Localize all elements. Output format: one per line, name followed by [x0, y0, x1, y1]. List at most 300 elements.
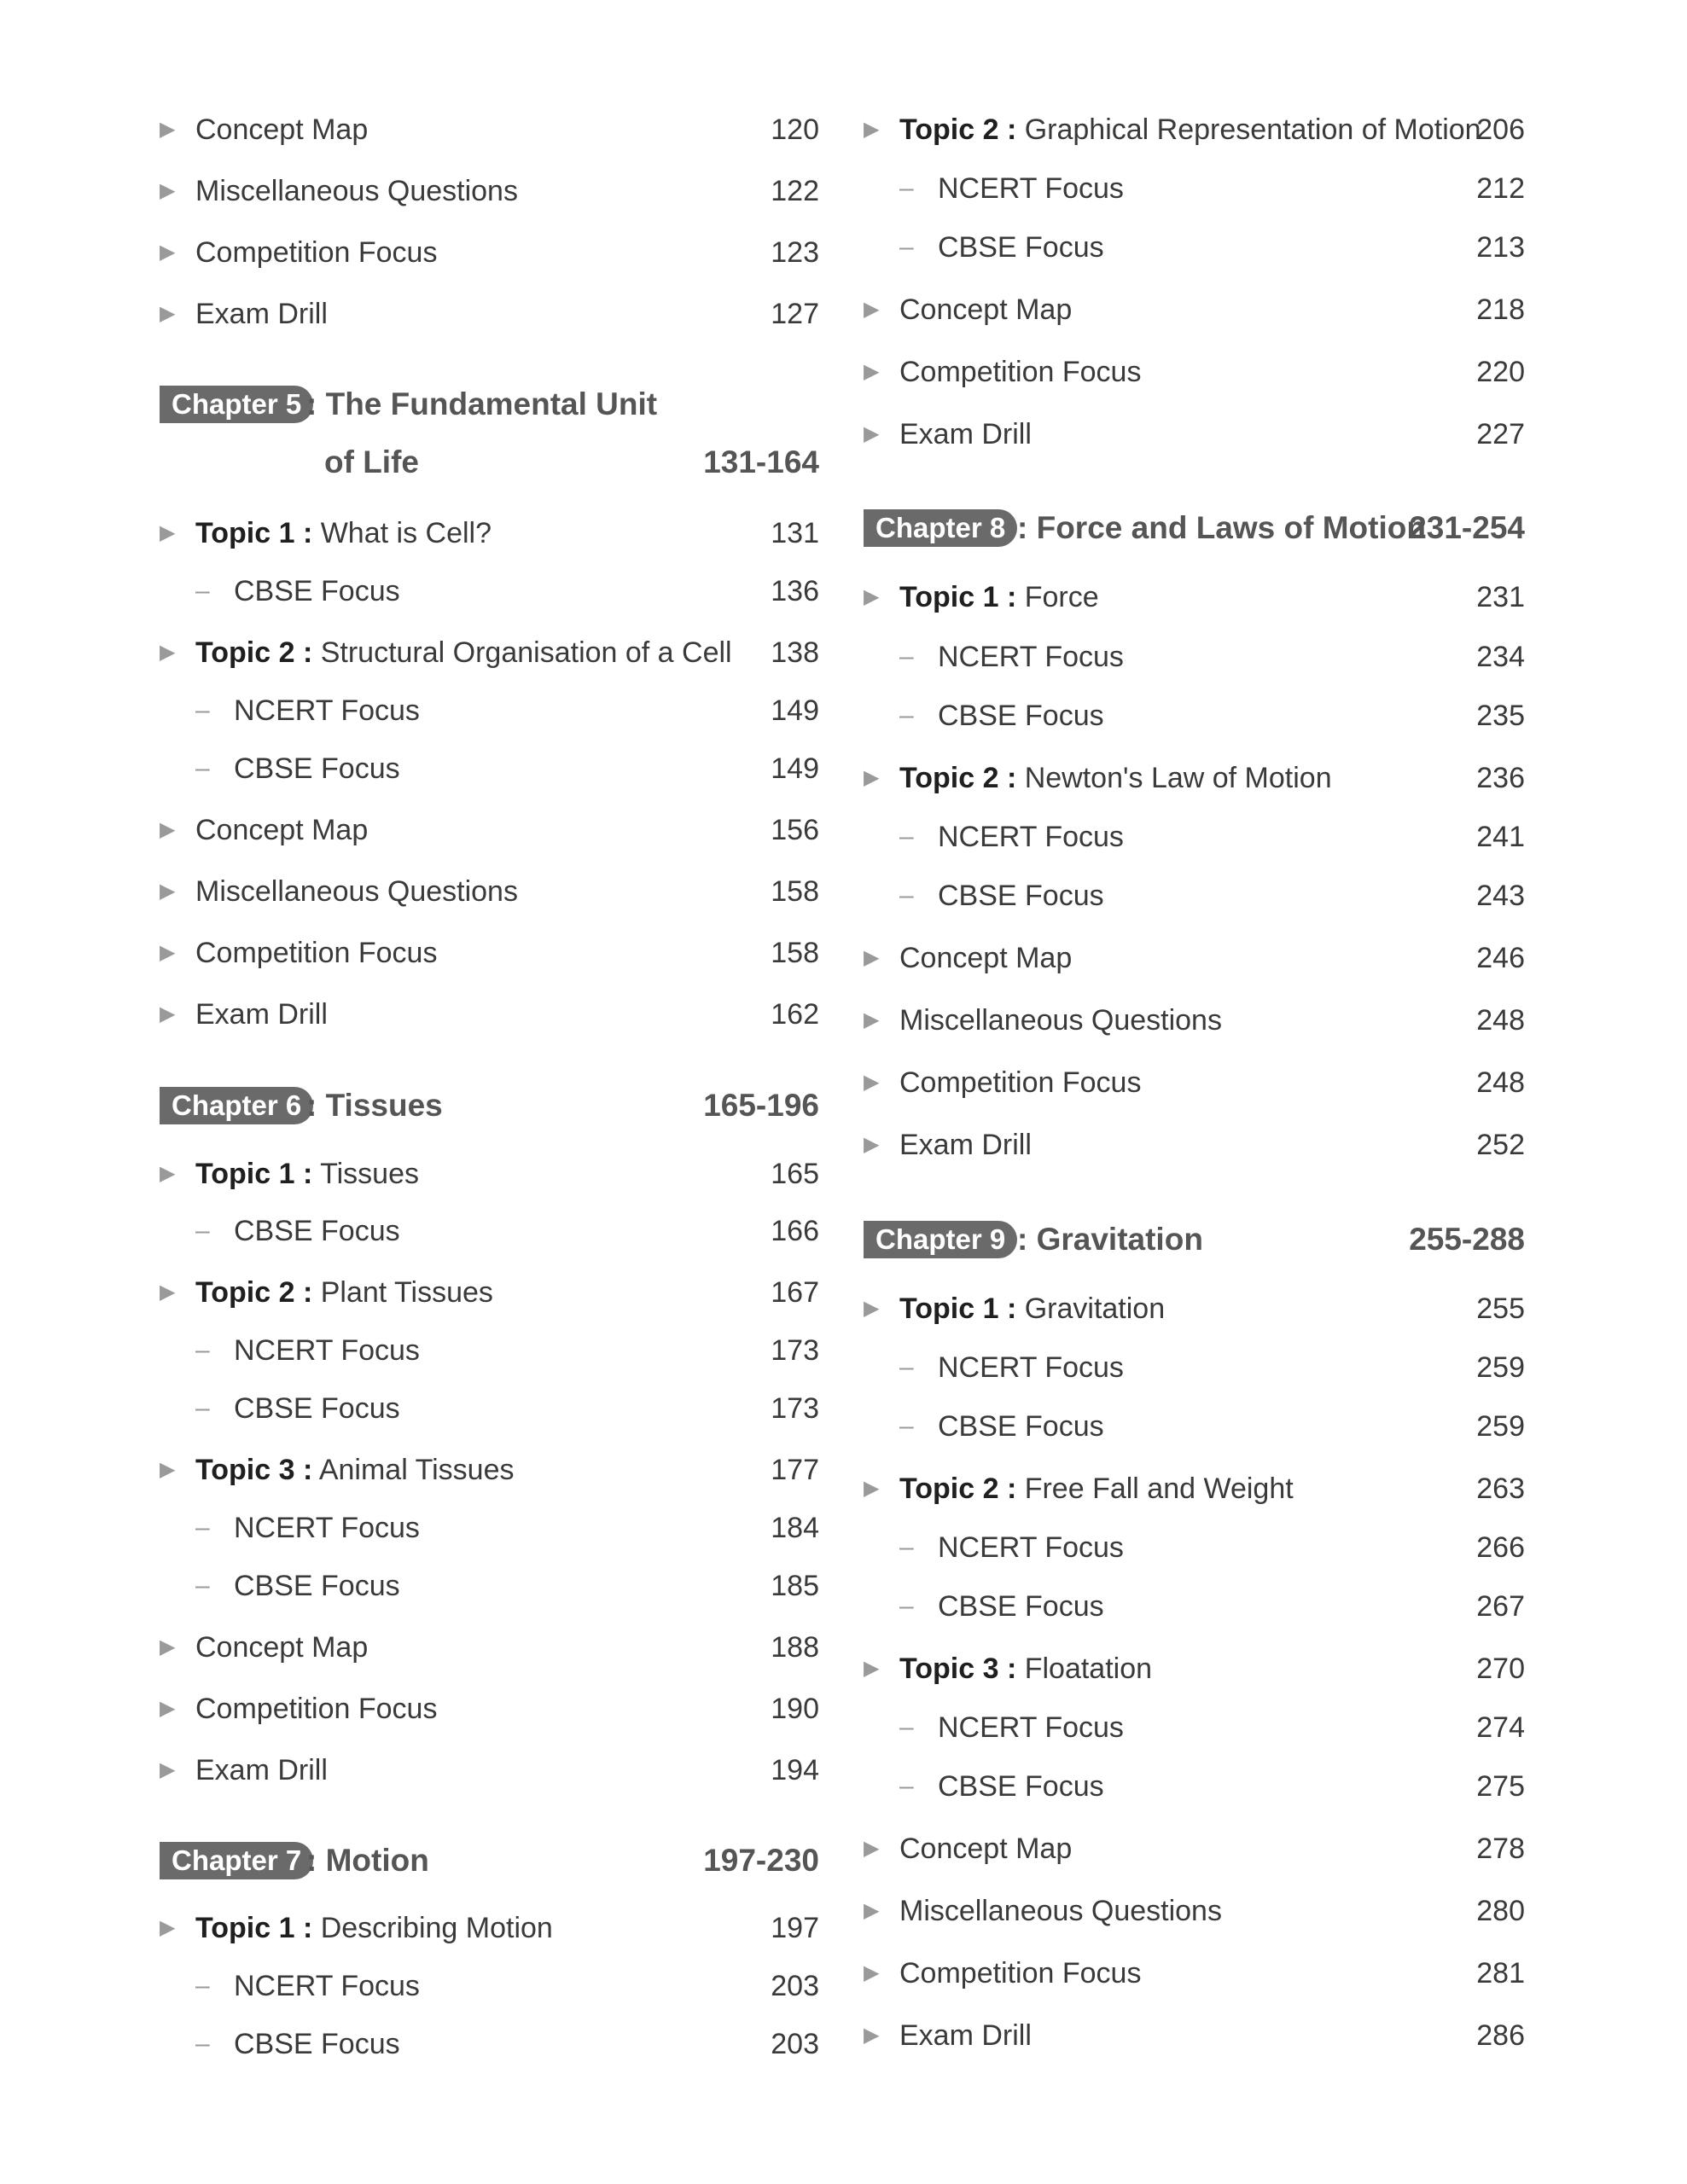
chapter-badge: Chapter 6 — [160, 1087, 313, 1124]
toc-section-row[interactable] — [864, 413, 1525, 456]
toc-topic-row[interactable] — [160, 1153, 819, 1195]
page-number: 266 — [1476, 1531, 1525, 1564]
entry-title: NCERT Focus — [938, 1351, 1124, 1384]
toc-topic-row[interactable] — [160, 1449, 819, 1491]
topic-number: Topic 1 : — [195, 1158, 313, 1190]
toc-entry-label — [195, 993, 328, 1036]
page-number: 173 — [771, 1334, 819, 1367]
triangle-bullet-icon: ▶ — [160, 118, 176, 141]
page-number: 281 — [1476, 1957, 1525, 1989]
page-number: 280 — [1476, 1895, 1525, 1927]
page-number: 122 — [771, 175, 819, 207]
topic-number: Topic 2 : — [899, 762, 1017, 794]
entry-title: NCERT Focus — [234, 1334, 420, 1367]
triangle-bullet-icon: ▶ — [160, 179, 176, 202]
toc-section-row[interactable] — [160, 293, 819, 335]
chapter-title: : Gravitation — [1017, 1222, 1203, 1257]
entry-title: Concept Map — [195, 1631, 369, 1664]
topic-number: Topic 3 : — [195, 1454, 313, 1486]
toc-entry-label — [234, 1965, 420, 2007]
chapter-title-line2: of Life — [324, 444, 419, 479]
triangle-bullet-icon: ▶ — [864, 118, 880, 141]
topic-number: Topic 2 : — [195, 636, 313, 669]
chapter-heading[interactable] — [864, 1216, 1525, 1263]
toc-subsection-row[interactable] — [864, 1346, 1525, 1389]
triangle-bullet-icon: ▶ — [864, 1961, 880, 1984]
dash-bullet-icon: – — [899, 233, 914, 261]
toc-entry-label — [938, 1526, 1124, 1569]
entry-title: Competition Focus — [195, 937, 438, 969]
topic-number: Topic 1 : — [899, 581, 1017, 613]
page-number: 243 — [1476, 880, 1525, 912]
triangle-bullet-icon: ▶ — [864, 360, 880, 383]
toc-entry-label — [234, 2023, 400, 2065]
dash-bullet-icon: – — [195, 1217, 210, 1245]
toc-section-row[interactable] — [160, 1687, 819, 1730]
toc-section-row[interactable] — [864, 1827, 1525, 1870]
triangle-bullet-icon: ▶ — [864, 585, 880, 608]
entry-title: Describing Motion — [320, 1912, 553, 1944]
toc-entry-label — [938, 816, 1124, 858]
entry-title: Concept Map — [195, 814, 369, 846]
toc-entry-label — [195, 108, 368, 151]
toc-entry-label — [899, 1124, 1032, 1166]
chapter-title: : Motion — [306, 1843, 429, 1878]
toc-entry-label — [899, 1061, 1141, 1104]
entry-title: Exam Drill — [899, 1129, 1032, 1161]
dash-bullet-icon: – — [195, 696, 210, 724]
page-number: 231 — [1476, 581, 1525, 613]
entry-title: NCERT Focus — [938, 1711, 1124, 1744]
entry-title: CBSE Focus — [938, 1410, 1104, 1443]
toc-entry-label — [938, 636, 1124, 678]
page-number: 158 — [771, 937, 819, 969]
entry-title: NCERT Focus — [234, 1512, 420, 1544]
triangle-bullet-icon: ▶ — [864, 298, 880, 321]
chapter-heading-continued — [160, 439, 819, 486]
page-number: 149 — [771, 752, 819, 785]
page-number: 167 — [771, 1276, 819, 1309]
page-number: 241 — [1476, 821, 1525, 853]
page-number: 220 — [1476, 356, 1525, 388]
page-number: 235 — [1476, 700, 1525, 732]
dash-bullet-icon: – — [899, 174, 914, 202]
entry-title: NCERT Focus — [234, 1970, 420, 2002]
toc-section-row[interactable] — [864, 937, 1525, 979]
toc-entry-label — [234, 747, 400, 790]
toc-subsection-row[interactable] — [864, 1585, 1525, 1628]
triangle-bullet-icon: ▶ — [160, 941, 176, 964]
toc-entry-label — [195, 1626, 368, 1669]
toc-section-row[interactable] — [160, 993, 819, 1036]
page-number: 127 — [771, 298, 819, 330]
toc-subsection-row[interactable] — [160, 570, 819, 613]
triangle-bullet-icon: ▶ — [160, 1281, 176, 1304]
toc-section-row[interactable] — [864, 999, 1525, 1042]
toc-topic-row[interactable] — [864, 757, 1525, 799]
page-number: 274 — [1476, 1711, 1525, 1744]
toc-entry-label — [938, 1346, 1124, 1389]
topic-number: Topic 1 : — [899, 1292, 1017, 1325]
chapter-page-range: 255-288 — [1409, 1222, 1525, 1257]
entry-title: NCERT Focus — [234, 694, 420, 727]
toc-section-row[interactable] — [864, 1061, 1525, 1104]
triangle-bullet-icon: ▶ — [160, 521, 176, 544]
triangle-bullet-icon: ▶ — [864, 1133, 880, 1156]
toc-section-row[interactable] — [160, 170, 819, 212]
triangle-bullet-icon: ▶ — [864, 2024, 880, 2047]
toc-subsection-row[interactable] — [160, 747, 819, 790]
chapter-badge: Chapter 5 — [160, 386, 313, 423]
entry-title: NCERT Focus — [938, 821, 1124, 853]
page-number: 203 — [771, 1970, 819, 2002]
entry-title: CBSE Focus — [234, 1570, 400, 1602]
page-number: 156 — [771, 814, 819, 846]
triangle-bullet-icon: ▶ — [160, 1916, 176, 1939]
chapter-page-range: 231-254 — [1409, 510, 1525, 545]
page-number: 184 — [771, 1512, 819, 1544]
chapter-title: : Tissues — [306, 1088, 443, 1123]
page-number: 190 — [771, 1693, 819, 1725]
toc-entry-label — [899, 1467, 1294, 1510]
toc-subsection-row[interactable] — [864, 816, 1525, 858]
entry-title: Miscellaneous Questions — [899, 1895, 1222, 1927]
triangle-bullet-icon: ▶ — [160, 880, 176, 903]
page-number: 246 — [1476, 942, 1525, 974]
entry-title: CBSE Focus — [234, 752, 400, 785]
triangle-bullet-icon: ▶ — [160, 1758, 176, 1781]
entry-title: CBSE Focus — [938, 880, 1104, 912]
dash-bullet-icon: – — [195, 577, 210, 605]
entry-title: CBSE Focus — [938, 1770, 1104, 1803]
entry-title: Competition Focus — [195, 1693, 438, 1725]
toc-topic-row[interactable] — [160, 512, 819, 555]
toc-section-row[interactable] — [864, 288, 1525, 331]
toc-entry-label — [899, 351, 1141, 393]
toc-entry-label — [195, 512, 492, 555]
toc-subsection-row[interactable] — [160, 1965, 819, 2007]
chapter-heading[interactable] — [160, 380, 819, 428]
entry-title: Newton's Law of Motion — [1024, 762, 1332, 794]
toc-subsection-row[interactable] — [160, 1210, 819, 1252]
entry-title: Competition Focus — [899, 1066, 1142, 1099]
page-number: 252 — [1476, 1129, 1525, 1161]
toc-entry-label — [195, 1907, 553, 1949]
page-number: 206 — [1476, 113, 1525, 146]
page-number: 158 — [771, 875, 819, 908]
page-number: 255 — [1476, 1292, 1525, 1325]
toc-entry-label — [899, 1287, 1165, 1330]
page-number: 286 — [1476, 2019, 1525, 2052]
toc-section-row[interactable] — [864, 351, 1525, 393]
toc-section-row[interactable] — [160, 1626, 819, 1669]
topic-number: Topic 2 : — [899, 1472, 1017, 1505]
entry-title: CBSE Focus — [234, 575, 400, 607]
toc-subsection-row[interactable] — [864, 694, 1525, 737]
toc-topic-row[interactable] — [864, 576, 1525, 619]
toc-topic-row[interactable] — [160, 631, 819, 674]
topic-number: Topic 3 : — [899, 1653, 1017, 1685]
toc-subsection-row[interactable] — [160, 1565, 819, 1607]
toc-entry-label — [195, 1687, 437, 1730]
toc-entry-label — [938, 1585, 1104, 1628]
toc-section-row[interactable] — [160, 870, 819, 913]
entry-title: Competition Focus — [899, 1957, 1142, 1989]
entry-title: Concept Map — [899, 1833, 1073, 1865]
toc-entry-label — [899, 413, 1032, 456]
toc-entry-label — [234, 1387, 400, 1430]
toc-subsection-row[interactable] — [864, 874, 1525, 917]
page-number: 227 — [1476, 418, 1525, 450]
entry-title: Exam Drill — [195, 1754, 328, 1786]
triangle-bullet-icon: ▶ — [160, 1458, 176, 1481]
entry-title: Structural Organisation of a Cell — [320, 636, 732, 669]
chapter-page-range: 197-230 — [703, 1843, 819, 1878]
toc-entry-label — [234, 1507, 420, 1549]
toc-subsection-row[interactable] — [160, 2023, 819, 2065]
toc-entry-label — [234, 570, 400, 613]
toc-entry-label — [195, 170, 518, 212]
toc-entry-label — [899, 2014, 1032, 2057]
triangle-bullet-icon: ▶ — [864, 1657, 880, 1680]
dash-bullet-icon: – — [899, 881, 914, 909]
chapter-badge: Chapter 9 — [864, 1221, 1017, 1258]
toc-section-row[interactable] — [864, 1124, 1525, 1166]
entry-title: Miscellaneous Questions — [195, 875, 518, 908]
toc-subsection-row[interactable] — [864, 226, 1525, 269]
toc-subsection-row[interactable] — [160, 1387, 819, 1430]
triangle-bullet-icon: ▶ — [864, 1899, 880, 1922]
dash-bullet-icon: – — [195, 1972, 210, 2000]
toc-entry-label — [938, 1405, 1104, 1448]
toc-entry-label — [195, 932, 437, 974]
page-number: 259 — [1476, 1351, 1525, 1384]
toc-entry-label — [195, 631, 732, 674]
page-number: 173 — [771, 1392, 819, 1425]
page-number: 203 — [771, 2028, 819, 2060]
entry-title: CBSE Focus — [234, 1215, 400, 1247]
page-number: 212 — [1476, 172, 1525, 205]
page-number: 267 — [1476, 1590, 1525, 1623]
toc-entry-label — [899, 1952, 1141, 1995]
toc-section-row[interactable] — [160, 108, 819, 151]
toc-topic-row[interactable] — [160, 1907, 819, 1949]
page-number: 138 — [771, 636, 819, 669]
toc-topic-row[interactable] — [160, 1271, 819, 1314]
page-number: 248 — [1476, 1066, 1525, 1099]
triangle-bullet-icon: ▶ — [160, 1635, 176, 1658]
triangle-bullet-icon: ▶ — [160, 1002, 176, 1025]
toc-topic-row[interactable] — [864, 1647, 1525, 1690]
toc-section-row[interactable] — [160, 231, 819, 274]
triangle-bullet-icon: ▶ — [864, 946, 880, 969]
entry-title: Competition Focus — [899, 356, 1142, 388]
toc-entry-label — [234, 1210, 400, 1252]
page-number: 270 — [1476, 1653, 1525, 1685]
toc-entry-label — [899, 576, 1099, 619]
page-number: 120 — [771, 113, 819, 146]
page-number: 162 — [771, 998, 819, 1031]
entry-title: Miscellaneous Questions — [899, 1004, 1222, 1037]
page-number: 166 — [771, 1215, 819, 1247]
dash-bullet-icon: – — [899, 1592, 914, 1620]
triangle-bullet-icon: ▶ — [864, 766, 880, 789]
toc-entry-label — [195, 1153, 419, 1195]
page-number: 185 — [771, 1570, 819, 1602]
entry-title: Graphical Representation of Motion — [1024, 113, 1481, 146]
toc-entry-label — [195, 1749, 328, 1792]
triangle-bullet-icon: ▶ — [864, 1071, 880, 1094]
toc-section-row[interactable] — [864, 1890, 1525, 1932]
toc-entry-label — [234, 1565, 400, 1607]
toc-entry-label — [899, 937, 1072, 979]
page-number: 165 — [771, 1158, 819, 1190]
chapter-heading[interactable] — [864, 504, 1525, 552]
entry-title: Exam Drill — [899, 2019, 1032, 2052]
page-number: 149 — [771, 694, 819, 727]
toc-topic-row[interactable] — [864, 108, 1525, 151]
toc-topic-row[interactable] — [864, 1467, 1525, 1510]
entry-title: Concept Map — [195, 113, 369, 146]
dash-bullet-icon: – — [195, 1336, 210, 1364]
triangle-bullet-icon: ▶ — [864, 422, 880, 445]
chapter-badge: Chapter 8 — [864, 509, 1017, 547]
toc-subsection-row[interactable] — [864, 1405, 1525, 1448]
toc-subsection-row[interactable] — [160, 689, 819, 732]
entry-title: Force — [1024, 581, 1099, 613]
page-number: 278 — [1476, 1833, 1525, 1865]
dash-bullet-icon: – — [899, 701, 914, 729]
dash-bullet-icon: – — [899, 822, 914, 851]
toc-subsection-row[interactable] — [864, 1526, 1525, 1569]
dash-bullet-icon: – — [899, 1533, 914, 1561]
toc-entry-label — [899, 1647, 1152, 1690]
page-number: 248 — [1476, 1004, 1525, 1037]
chapter-title: : Force and Laws of Motion — [1017, 510, 1426, 545]
entry-title: Exam Drill — [195, 298, 328, 330]
topic-number: Topic 2 : — [195, 1276, 313, 1309]
toc-entry-label — [899, 1827, 1072, 1870]
topic-number: Topic 1 : — [195, 517, 313, 549]
page-number: 136 — [771, 575, 819, 607]
toc-subsection-row[interactable] — [864, 636, 1525, 678]
dash-bullet-icon: – — [195, 754, 210, 782]
toc-entry-label — [938, 874, 1104, 917]
page-number: 236 — [1476, 762, 1525, 794]
entry-title: Animal Tissues — [318, 1454, 515, 1486]
dash-bullet-icon: – — [899, 642, 914, 671]
toc-entry-label — [195, 809, 368, 851]
entry-title: Competition Focus — [195, 236, 438, 269]
chapter-heading[interactable] — [160, 1837, 819, 1885]
toc-entry-label — [195, 231, 437, 274]
chapter-title: : The Fundamental Unit — [306, 386, 658, 421]
entry-title: Tissues — [320, 1158, 419, 1190]
toc-entry-label — [899, 1890, 1222, 1932]
entry-title: Gravitation — [1024, 1292, 1166, 1325]
entry-title: NCERT Focus — [938, 172, 1124, 205]
dash-bullet-icon: – — [195, 1513, 210, 1542]
toc-section-row[interactable] — [160, 932, 819, 974]
toc-section-row[interactable] — [864, 2014, 1525, 2057]
toc-entry-label — [938, 1765, 1104, 1808]
dash-bullet-icon: – — [899, 1412, 914, 1440]
dash-bullet-icon: – — [899, 1713, 914, 1741]
page-number: 194 — [771, 1754, 819, 1786]
triangle-bullet-icon: ▶ — [160, 1697, 176, 1720]
entry-title: Concept Map — [899, 942, 1073, 974]
entry-title: CBSE Focus — [234, 2028, 400, 2060]
triangle-bullet-icon: ▶ — [160, 818, 176, 841]
toc-entry-label — [938, 694, 1104, 737]
page-number: 263 — [1476, 1472, 1525, 1505]
entry-title: Exam Drill — [899, 418, 1032, 450]
toc-section-row[interactable] — [864, 1952, 1525, 1995]
topic-number: Topic 2 : — [899, 113, 1017, 146]
entry-title: Exam Drill — [195, 998, 328, 1031]
toc-section-row[interactable] — [160, 809, 819, 851]
dash-bullet-icon: – — [195, 1394, 210, 1422]
chapter-page-range: 131-164 — [703, 444, 819, 479]
toc-entry-label — [899, 108, 1481, 151]
toc-entry-label — [938, 226, 1104, 269]
toc-subsection-row[interactable] — [864, 1765, 1525, 1808]
entry-title: CBSE Focus — [938, 700, 1104, 732]
triangle-bullet-icon: ▶ — [864, 1008, 880, 1031]
dash-bullet-icon: – — [195, 1571, 210, 1600]
dash-bullet-icon: – — [195, 2030, 210, 2058]
entry-title: Free Fall and Weight — [1024, 1472, 1294, 1505]
toc-entry-label — [195, 1271, 493, 1314]
triangle-bullet-icon: ▶ — [160, 302, 176, 325]
entry-title: NCERT Focus — [938, 641, 1124, 673]
page-number: 218 — [1476, 293, 1525, 326]
toc-topic-row[interactable] — [864, 1287, 1525, 1330]
entry-title: NCERT Focus — [938, 1531, 1124, 1564]
chapter-heading[interactable] — [160, 1082, 819, 1130]
toc-subsection-row[interactable] — [864, 167, 1525, 210]
triangle-bullet-icon: ▶ — [160, 641, 176, 664]
entry-title: Floatation — [1024, 1653, 1153, 1685]
entry-title: Plant Tissues — [320, 1276, 493, 1309]
chapter-badge: Chapter 7 — [160, 1842, 313, 1879]
toc-entry-label — [938, 1706, 1124, 1749]
toc-entry-label — [195, 870, 518, 913]
dash-bullet-icon: – — [899, 1353, 914, 1381]
page-number: 131 — [771, 517, 819, 549]
page-number: 259 — [1476, 1410, 1525, 1443]
entry-title: Concept Map — [899, 293, 1073, 326]
page-number: 275 — [1476, 1770, 1525, 1803]
page-number: 177 — [771, 1454, 819, 1486]
page-number: 123 — [771, 236, 819, 269]
topic-number: Topic 1 : — [195, 1912, 313, 1944]
toc-entry-label — [234, 689, 420, 732]
triangle-bullet-icon: ▶ — [160, 241, 176, 264]
triangle-bullet-icon: ▶ — [160, 1162, 176, 1185]
entry-title: CBSE Focus — [938, 231, 1104, 264]
toc-entry-label — [234, 1329, 420, 1372]
page-number: 188 — [771, 1631, 819, 1664]
page-number: 197 — [771, 1912, 819, 1944]
toc-subsection-row[interactable] — [160, 1507, 819, 1549]
toc-subsection-row[interactable] — [160, 1329, 819, 1372]
entry-title: What is Cell? — [320, 517, 492, 549]
toc-entry-label — [195, 1449, 514, 1491]
toc-section-row[interactable] — [160, 1749, 819, 1792]
page-number: 213 — [1476, 231, 1525, 264]
toc-subsection-row[interactable] — [864, 1706, 1525, 1749]
